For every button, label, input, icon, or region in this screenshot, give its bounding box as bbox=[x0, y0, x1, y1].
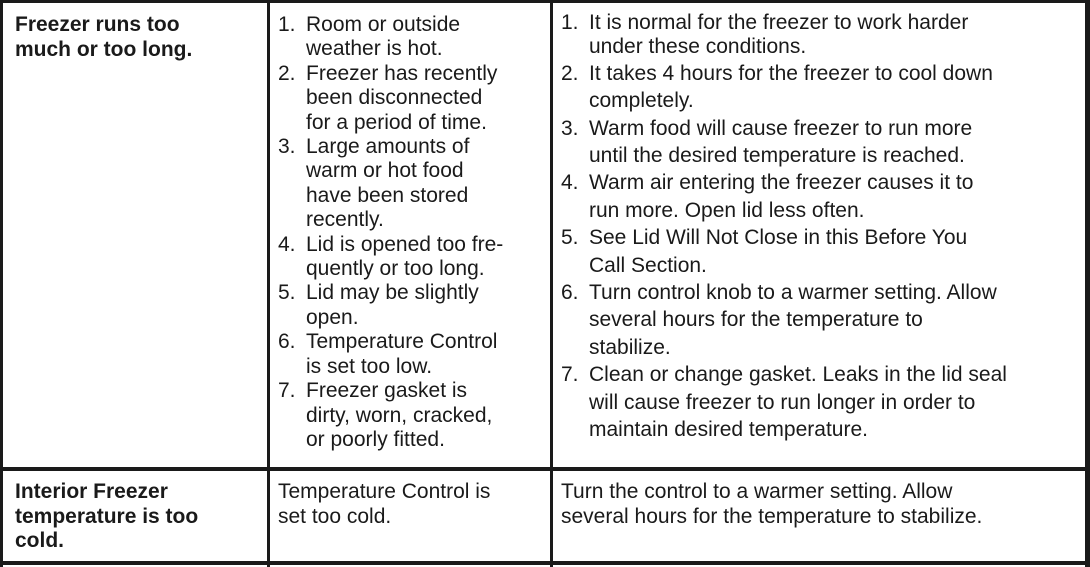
text-line: quently or too long. bbox=[306, 257, 485, 281]
column-divider bbox=[267, 0, 270, 567]
solution-text bbox=[589, 224, 967, 279]
cause-item bbox=[278, 135, 503, 233]
item-number: 7. bbox=[278, 379, 296, 403]
solution-text bbox=[589, 60, 993, 115]
solution-item bbox=[561, 115, 1007, 170]
solution-item bbox=[561, 60, 1007, 115]
item-number: 4. bbox=[278, 232, 296, 256]
text-line: is set too low. bbox=[306, 354, 433, 378]
item-number: 2. bbox=[561, 61, 579, 85]
solution-item bbox=[561, 279, 1007, 361]
text-line: Warm food will cause freezer to run more bbox=[589, 116, 973, 140]
text-line: Room or outside bbox=[306, 13, 461, 36]
solution-item bbox=[561, 224, 1007, 279]
cause-text bbox=[306, 233, 503, 282]
cause-item bbox=[278, 281, 503, 330]
item-number: 5. bbox=[561, 226, 579, 250]
cause-text bbox=[306, 62, 497, 135]
text-line: have been stored bbox=[306, 183, 469, 207]
text-line: It takes 4 hours for the freezer to cool down bbox=[589, 61, 993, 85]
text-line: maintain desired temperature. bbox=[589, 418, 868, 442]
cause-text: Temperature Control is bbox=[278, 480, 491, 503]
item-number: 6. bbox=[278, 330, 296, 354]
text-line: dirty, worn, cracked, bbox=[306, 403, 493, 427]
text-line: Large amounts of bbox=[306, 135, 470, 159]
text-line: for a period of time. bbox=[306, 110, 487, 134]
item-number: 7. bbox=[561, 363, 579, 387]
item-number: 5. bbox=[278, 281, 296, 305]
solution-text bbox=[589, 115, 972, 170]
item-number: 6. bbox=[561, 281, 579, 305]
solution-item bbox=[561, 169, 1007, 224]
text-line: or poorly fitted. bbox=[306, 427, 445, 451]
text-line: stabilize. bbox=[589, 335, 671, 359]
solution-item bbox=[561, 361, 1007, 443]
solution-cell bbox=[561, 480, 982, 529]
text-line: Freezer gasket is bbox=[306, 379, 468, 403]
text-line: See Lid Will Not Close in this Before You bbox=[589, 226, 968, 250]
item-number: 3. bbox=[278, 135, 296, 159]
solution-text: Turn the control to a warmer setting. Allow bbox=[561, 480, 953, 503]
text-line: recently. bbox=[306, 208, 384, 232]
table-border-left bbox=[0, 0, 3, 567]
text-line: Warm air entering the freezer causes it to bbox=[589, 171, 974, 195]
text-line: Lid may be slightly bbox=[306, 281, 479, 305]
text-line: been disconnected bbox=[306, 86, 483, 110]
text-line: will cause freezer to run longer in order to bbox=[589, 390, 976, 414]
text-line: Temperature Control bbox=[306, 330, 498, 354]
cause-text bbox=[306, 330, 497, 379]
text-line: under these conditions. bbox=[589, 35, 807, 59]
cause-cell bbox=[278, 480, 490, 529]
text-line: Freezer has recently bbox=[306, 61, 498, 85]
problem-text: Interior Freezer bbox=[15, 480, 168, 503]
text-line: It is normal for the freezer to work harder bbox=[589, 11, 969, 34]
column-divider bbox=[550, 0, 553, 567]
text-line: Clean or change gasket. Leaks in the lid seal bbox=[589, 363, 1007, 387]
text-line: completely. bbox=[589, 89, 694, 113]
table-border-right bbox=[1085, 0, 1090, 567]
text-line: Lid is opened too fre- bbox=[306, 232, 504, 256]
item-number: 4. bbox=[561, 171, 579, 195]
solution-text: several hours for the temperature to stabilize. bbox=[561, 504, 983, 528]
text-line: open. bbox=[306, 305, 359, 329]
problem-text: cold. bbox=[15, 529, 65, 552]
solution-text bbox=[589, 169, 973, 224]
solution-text bbox=[589, 361, 1007, 443]
cause-item bbox=[278, 233, 503, 282]
text-line: Call Section. bbox=[589, 253, 707, 277]
cause-text bbox=[306, 281, 479, 330]
problem-text: much or too long. bbox=[15, 37, 193, 61]
solution-item bbox=[561, 11, 1007, 60]
row-divider bbox=[0, 561, 1090, 565]
item-number: 3. bbox=[561, 116, 579, 140]
table-border-top bbox=[0, 0, 1090, 3]
text-line: until the desired temperature is reached. bbox=[589, 144, 965, 168]
text-line: several hours for the temperature to bbox=[589, 308, 923, 332]
cause-text bbox=[306, 135, 469, 233]
problem-text: temperature is too bbox=[15, 504, 199, 528]
problem-cell bbox=[15, 480, 198, 554]
text-line: run more. Open lid less often. bbox=[589, 198, 865, 222]
causes-list bbox=[278, 13, 503, 452]
solution-text bbox=[589, 11, 968, 60]
cause-text bbox=[306, 379, 492, 452]
cause-item bbox=[278, 379, 503, 452]
cause-item bbox=[278, 62, 503, 135]
item-number: 1. bbox=[561, 11, 579, 34]
item-number: 2. bbox=[278, 61, 296, 85]
cause-text: set too cold. bbox=[278, 504, 392, 528]
solution-text bbox=[589, 279, 997, 361]
problem-text: Freezer runs too bbox=[15, 13, 180, 36]
row-divider bbox=[0, 467, 1090, 471]
text-line: Turn control knob to a warmer setting. Allow bbox=[589, 281, 997, 305]
text-line: weather is hot. bbox=[306, 37, 443, 61]
problem-cell bbox=[15, 13, 192, 62]
cause-item bbox=[278, 13, 503, 62]
solutions-list bbox=[561, 11, 1007, 444]
cause-text bbox=[306, 13, 460, 62]
cause-item bbox=[278, 330, 503, 379]
text-line: warm or hot food bbox=[306, 159, 464, 183]
item-number: 1. bbox=[278, 13, 296, 36]
